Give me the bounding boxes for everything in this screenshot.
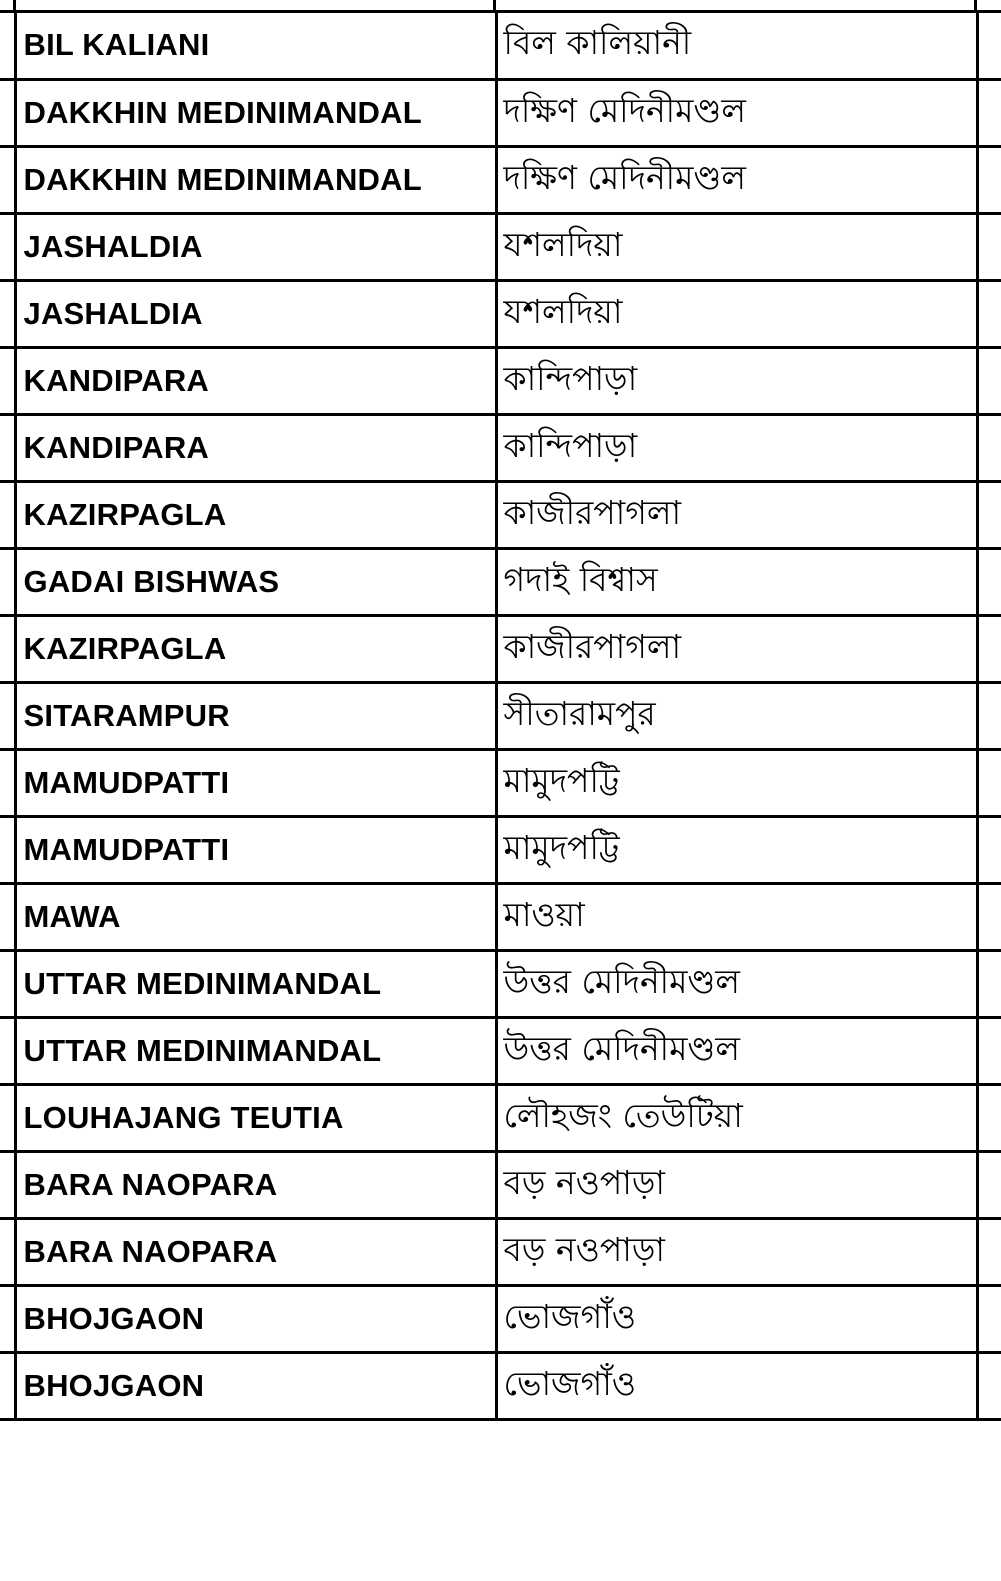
row-right-margin-cell xyxy=(977,146,1001,213)
row-right-margin-cell xyxy=(977,548,1001,615)
table-row xyxy=(0,883,1001,950)
bengali-name-cell: মামুদপট্টি xyxy=(496,816,977,883)
row-left-margin-cell xyxy=(0,883,15,950)
row-right-margin-cell xyxy=(977,749,1001,816)
bengali-name-cell: যশলদিয়া xyxy=(496,213,977,280)
bengali-name-cell: কান্দিপাড়া xyxy=(496,414,977,481)
bengali-name-cell: গদাই বিশ্বাস xyxy=(496,548,977,615)
row-left-margin-cell xyxy=(0,347,15,414)
row-right-margin-cell xyxy=(977,481,1001,548)
english-name-cell: UTTAR MEDINIMANDAL xyxy=(15,950,496,1017)
english-name-cell: BARA NAOPARA xyxy=(15,1151,496,1218)
english-name-cell: KAZIRPAGLA xyxy=(15,481,496,548)
english-name-cell: BIL KALIANI xyxy=(15,12,496,79)
row-right-margin-cell xyxy=(977,883,1001,950)
row-right-margin-cell xyxy=(977,213,1001,280)
english-name-cell: JASHALDIA xyxy=(15,280,496,347)
row-right-margin-cell xyxy=(977,1285,1001,1352)
bengali-name-cell: ভোজগাঁও xyxy=(496,1285,977,1352)
row-right-margin-cell xyxy=(977,950,1001,1017)
row-left-margin-cell xyxy=(0,950,15,1017)
row-right-margin-cell xyxy=(977,280,1001,347)
table-row xyxy=(0,1017,1001,1084)
table-row xyxy=(0,548,1001,615)
row-left-margin-cell xyxy=(0,213,15,280)
english-name-cell: BHOJGAON xyxy=(15,1285,496,1352)
row-right-margin-cell xyxy=(977,79,1001,146)
place-name-table xyxy=(0,12,1001,1421)
bengali-name-cell: কাজীরপাগলা xyxy=(496,615,977,682)
table-row xyxy=(0,1151,1001,1218)
row-left-margin-cell xyxy=(0,280,15,347)
row-left-margin-cell xyxy=(0,749,15,816)
row-left-margin-cell xyxy=(0,1352,15,1419)
table-row xyxy=(0,1285,1001,1352)
english-name-cell: DAKKHIN MEDINIMANDAL xyxy=(15,146,496,213)
english-name-cell: BARA NAOPARA xyxy=(15,1218,496,1285)
row-right-margin-cell xyxy=(977,1218,1001,1285)
english-name-cell: JASHALDIA xyxy=(15,213,496,280)
row-left-margin-cell xyxy=(0,1218,15,1285)
bengali-name-cell: দক্ষিণ মেদিনীমণ্ডল xyxy=(496,146,977,213)
bengali-name-cell: উত্তর মেদিনীমণ্ডল xyxy=(496,1017,977,1084)
table-row xyxy=(0,1218,1001,1285)
row-left-margin-cell xyxy=(0,548,15,615)
table-row xyxy=(0,615,1001,682)
row-right-margin-cell xyxy=(977,816,1001,883)
english-name-cell: BHOJGAON xyxy=(15,1352,496,1419)
bengali-name-cell: লৌহজং তেউটিয়া xyxy=(496,1084,977,1151)
row-right-margin-cell xyxy=(977,1352,1001,1419)
row-left-margin-cell xyxy=(0,146,15,213)
table-row xyxy=(0,213,1001,280)
table-row xyxy=(0,950,1001,1017)
table-row xyxy=(0,1084,1001,1151)
english-name-cell: MAMUDPATTI xyxy=(15,749,496,816)
english-name-cell: DAKKHIN MEDINIMANDAL xyxy=(15,79,496,146)
table-row xyxy=(0,12,1001,79)
bengali-name-cell: ভোজগাঁও xyxy=(496,1352,977,1419)
bengali-name-cell: কাজীরপাগলা xyxy=(496,481,977,548)
row-left-margin-cell xyxy=(0,1285,15,1352)
bengali-name-cell: কান্দিপাড়া xyxy=(496,347,977,414)
english-name-cell: SITARAMPUR xyxy=(15,682,496,749)
table-row xyxy=(0,280,1001,347)
english-name-cell: LOUHAJANG TEUTIA xyxy=(15,1084,496,1151)
table-row xyxy=(0,749,1001,816)
english-name-cell: UTTAR MEDINIMANDAL xyxy=(15,1017,496,1084)
english-name-cell: KAZIRPAGLA xyxy=(15,615,496,682)
bengali-name-cell: উত্তর মেদিনীমণ্ডল xyxy=(496,950,977,1017)
table-row xyxy=(0,816,1001,883)
row-left-margin-cell xyxy=(0,682,15,749)
row-left-margin-cell xyxy=(0,615,15,682)
table-row xyxy=(0,347,1001,414)
table-row xyxy=(0,146,1001,213)
table-row xyxy=(0,79,1001,146)
table-row xyxy=(0,414,1001,481)
row-left-margin-cell xyxy=(0,1084,15,1151)
bengali-name-cell: যশলদিয়া xyxy=(496,280,977,347)
row-left-margin-cell xyxy=(0,1151,15,1218)
row-right-margin-cell xyxy=(977,414,1001,481)
english-name-cell: MAMUDPATTI xyxy=(15,816,496,883)
row-left-margin-cell xyxy=(0,816,15,883)
bengali-name-cell: মাওয়া xyxy=(496,883,977,950)
bengali-name-cell: বড় নওপাড়া xyxy=(496,1218,977,1285)
bengali-name-cell: বিল কালিয়ানী xyxy=(496,12,977,79)
row-left-margin-cell xyxy=(0,481,15,548)
row-left-margin-cell xyxy=(0,79,15,146)
bengali-name-cell: দক্ষিণ মেদিনীমণ্ডল xyxy=(496,79,977,146)
row-right-margin-cell xyxy=(977,1084,1001,1151)
row-right-margin-cell xyxy=(977,1017,1001,1084)
bengali-name-cell: বড় নওপাড়া xyxy=(496,1151,977,1218)
row-right-margin-cell xyxy=(977,682,1001,749)
row-right-margin-cell xyxy=(977,347,1001,414)
row-right-margin-cell xyxy=(977,615,1001,682)
table-row xyxy=(0,481,1001,548)
english-name-cell: MAWA xyxy=(15,883,496,950)
table-row xyxy=(0,682,1001,749)
english-name-cell: KANDIPARA xyxy=(15,347,496,414)
row-right-margin-cell xyxy=(977,12,1001,79)
row-left-margin-cell xyxy=(0,414,15,481)
english-name-cell: GADAI BISHWAS xyxy=(15,548,496,615)
row-left-margin-cell xyxy=(0,12,15,79)
row-left-margin-cell xyxy=(0,1017,15,1084)
english-name-cell: KANDIPARA xyxy=(15,414,496,481)
bengali-name-cell: মামুদপট্টি xyxy=(496,749,977,816)
row-right-margin-cell xyxy=(977,1151,1001,1218)
bengali-name-cell: সীতারামপুর xyxy=(496,682,977,749)
table-body xyxy=(0,12,1001,1419)
table-row xyxy=(0,1352,1001,1419)
